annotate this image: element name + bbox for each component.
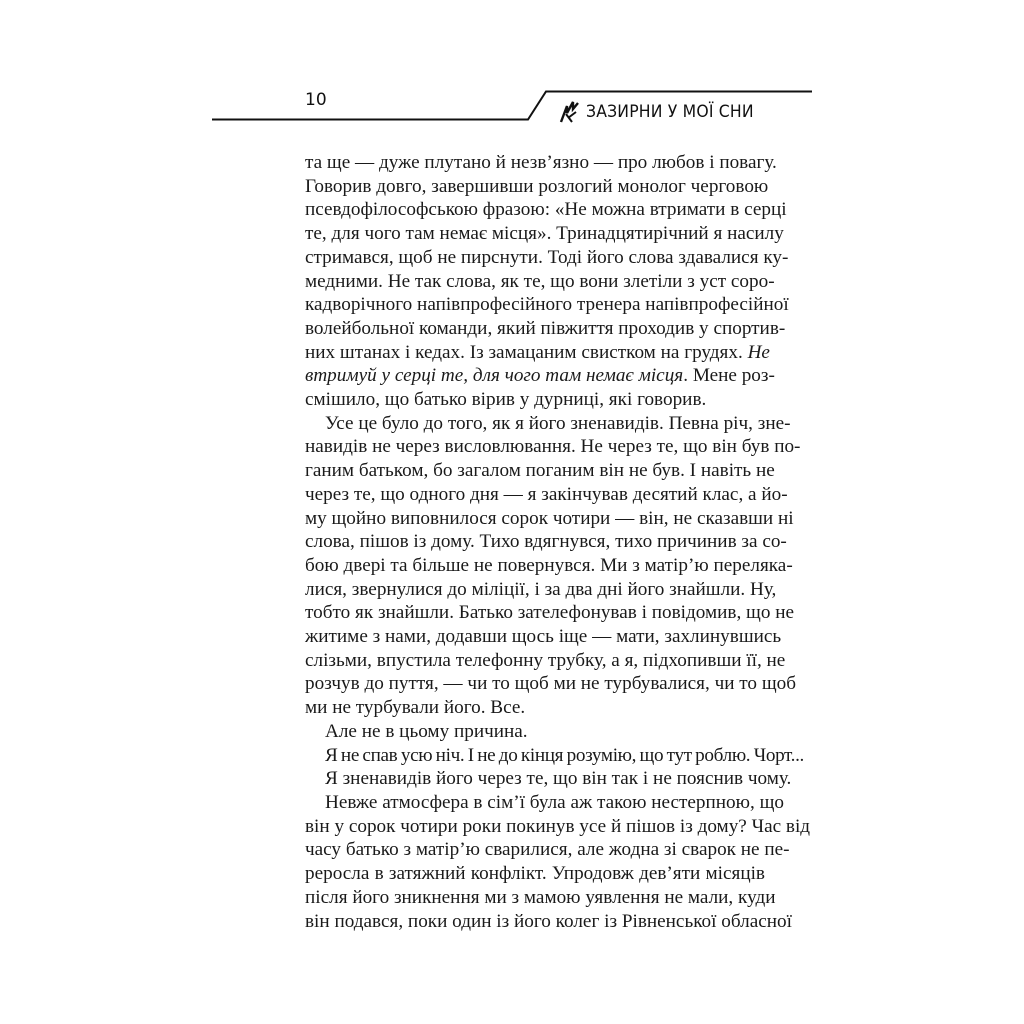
text-line: часу батько з матір’ю сварилися, але жодна зі сварок не пе- <box>305 839 790 861</box>
text-line: Усе це було до того, як я його зненавидів. Певна річ, зне- <box>325 412 791 434</box>
text-line: смішило, що батько вірив у дурниці, які говорив. <box>305 389 707 411</box>
text-line: слова, пішов із дому. Тихо вдягнувся, тихо причинив за со- <box>305 531 787 553</box>
text-line: кадворічного напівпрофесійного тренера напівпрофесійної <box>305 294 789 316</box>
text-line: Я не спав усю ніч. І не до кінця розумію, що тут роблю. Чорт... <box>325 744 804 766</box>
text-run: . Мене роз- <box>683 365 775 387</box>
text-line: він у сорок чотири роки покинув усе й пішов із дому? Час від <box>305 815 811 837</box>
text-line: житиме з нами, додавши щось іще — мати, захлинувшись <box>305 626 782 648</box>
text-line: через те, що одного дня — я закінчував десятий клас, а йо- <box>305 483 788 505</box>
text-line <box>305 364 775 388</box>
header-rule <box>0 0 1024 140</box>
text-line <box>305 341 770 365</box>
text-line: після його зникнення ми з мамою уявлення не мали, куди <box>305 886 776 908</box>
italic-quote: Не <box>747 341 770 363</box>
text-line: Невже атмосфера в сім’ї була аж такою нестерпною, що <box>325 791 784 813</box>
text-line: волейбольної команди, який півжиття проходив у спортив- <box>305 317 786 339</box>
book-title: ЗАЗИРНИ У МОЇ СНИ <box>586 102 754 122</box>
text-line: розчув до пуття, — чи то щоб ми не турбувалися, чи то щоб <box>305 673 796 695</box>
text-line: лися, звернулися до міліції, і за два дні його знайшли. Ну, <box>305 578 777 600</box>
text-line: реросла в затяжний конфлікт. Упродовж дев’яти місяців <box>305 863 765 885</box>
page-number: 10 <box>305 90 327 110</box>
text-line: та ще — дуже плутано й незв’язно — про любов і повагу. <box>305 152 777 173</box>
text-line: му щойно виповнилося сорок чотири — він, не сказавши ні <box>305 507 794 529</box>
running-title <box>558 100 768 124</box>
italic-quote: втримуй у серці те, для чого там немає місця <box>305 365 684 387</box>
text-line: він подався, поки один із його колег із Рівненської обласної <box>305 910 792 932</box>
text-line: тобто як знайшли. Батько зателефонував і повідомив, що не <box>305 602 794 624</box>
text-run: них штанах і кедах. Із замацаним свистком на грудях. <box>305 341 748 363</box>
text-line: ми не турбували його. Все. <box>305 697 526 719</box>
text-line: Але не в цьому причина. <box>325 720 528 742</box>
text-line: те, для чого там немає місця». Тринадцятирічний я насилу <box>305 223 784 245</box>
page-body-text <box>305 151 811 933</box>
publisher-logo-icon <box>558 100 580 124</box>
text-line: Я зненавидів його через те, що він так і не пояснив чому. <box>325 768 792 790</box>
text-line: ганим батьком, бо загалом поганим він не був. І навіть не <box>305 460 775 482</box>
text-line: бою двері та більше не повернувся. Ми з матір’ю переляка- <box>305 554 793 576</box>
text-line: слізьми, впустила телефонну трубку, а я, підхопивши її, не <box>305 649 786 671</box>
text-line: стримався, щоб не пирснути. Тоді його слова здавалися ку- <box>305 246 789 268</box>
text-line: псевдофілософською фразою: «Не можна втримати в серці <box>305 199 787 221</box>
text-line: Говорив довго, завершивши розлогий монолог черговою <box>305 175 769 197</box>
text-line: навидів не через висловлювання. Не через те, що він був по- <box>305 436 801 458</box>
text-line: медними. Не так слова, як те, що вони злетіли з уст соро- <box>305 270 775 292</box>
